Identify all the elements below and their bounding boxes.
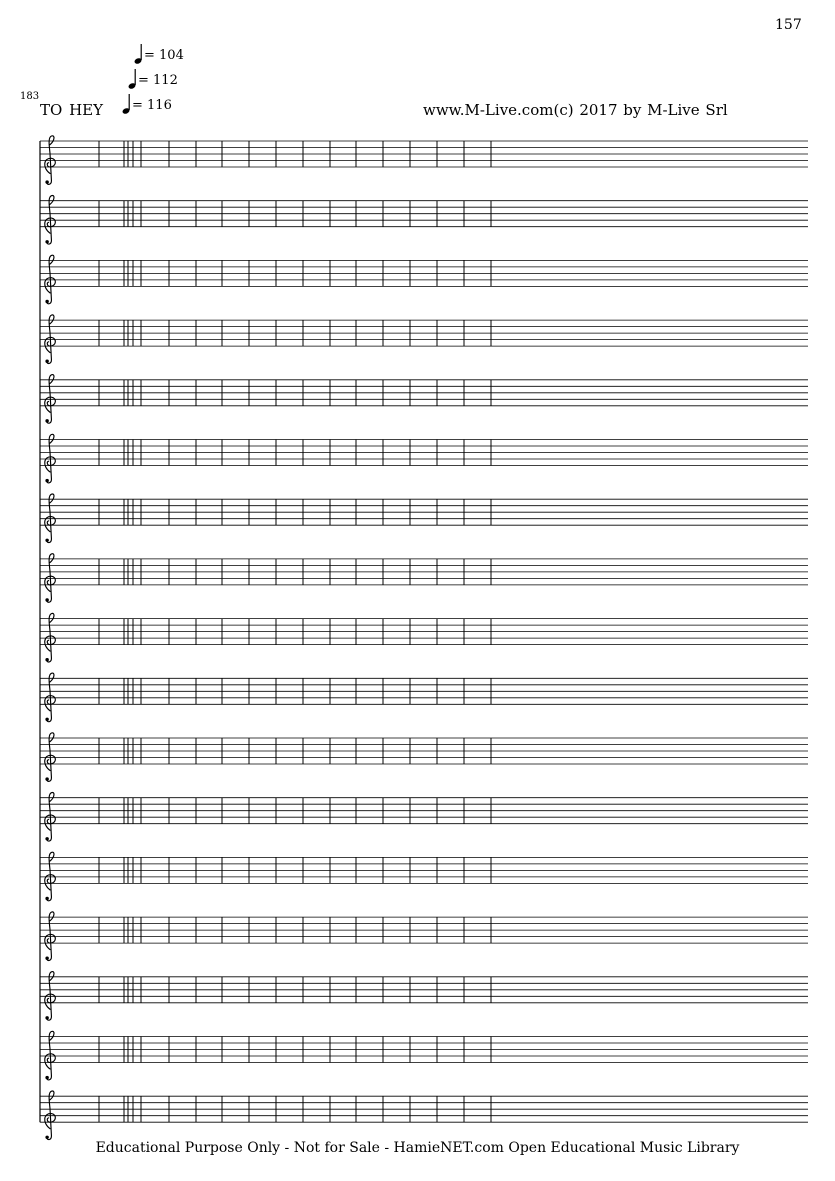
treble-clef-icon bbox=[45, 912, 56, 961]
treble-clef-icon bbox=[45, 1091, 56, 1140]
staff bbox=[40, 440, 808, 466]
treble-clef-icon bbox=[45, 494, 56, 543]
treble-clef-icon bbox=[45, 852, 56, 901]
tempo-mark-label: = 104 bbox=[144, 48, 184, 63]
staff bbox=[40, 499, 808, 525]
rehearsal-marker: TO HEY bbox=[40, 101, 104, 119]
staff bbox=[40, 380, 808, 406]
treble-clef-icon bbox=[45, 136, 56, 185]
treble-clef-icon bbox=[45, 554, 56, 603]
copyright-notice: www.M-Live.com(c) 2017 by M-Live Srl bbox=[423, 101, 728, 119]
tempo-mark-label: = 116 bbox=[132, 98, 172, 113]
page-number: 157 bbox=[775, 17, 802, 33]
staff bbox=[40, 678, 808, 704]
treble-clef-icon bbox=[45, 972, 56, 1021]
treble-clef-icon bbox=[45, 613, 56, 662]
treble-clef-icon bbox=[45, 1031, 56, 1080]
footer-text: Educational Purpose Only - Not for Sale - HamieNET.com Open Educational Music Library bbox=[95, 1140, 740, 1156]
tempo-mark-label: = 112 bbox=[138, 73, 178, 88]
staff bbox=[40, 260, 808, 286]
staff bbox=[40, 619, 808, 645]
treble-clef-icon bbox=[45, 375, 56, 424]
staff bbox=[40, 559, 808, 585]
treble-clef-icon bbox=[45, 673, 56, 722]
measure-number: 183 bbox=[20, 91, 40, 102]
treble-clef-icon bbox=[45, 255, 56, 304]
staff bbox=[40, 917, 808, 943]
treble-clef-icon bbox=[45, 434, 56, 483]
staff bbox=[40, 857, 808, 883]
treble-clef-icon bbox=[45, 315, 56, 364]
staff bbox=[40, 1037, 808, 1063]
treble-clef-icon bbox=[45, 792, 56, 841]
staff bbox=[40, 977, 808, 1003]
staff bbox=[40, 738, 808, 764]
treble-clef-icon bbox=[45, 733, 56, 782]
staff bbox=[40, 320, 808, 346]
staff bbox=[40, 1096, 808, 1122]
treble-clef-icon bbox=[45, 195, 56, 244]
staff bbox=[40, 798, 808, 824]
staff bbox=[40, 201, 808, 227]
staff bbox=[40, 141, 808, 167]
